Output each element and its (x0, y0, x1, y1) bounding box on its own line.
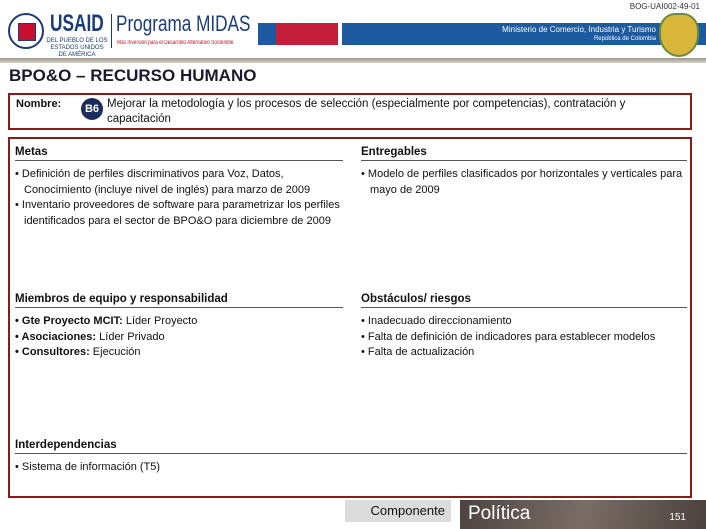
list-item: • Modelo de perfiles clasificados por horizontales y verticales para mayo de 2009 (361, 168, 683, 196)
obstaculos-heading: Obstáculos/ riesgos (361, 293, 687, 308)
entregables-heading: Entregables (361, 146, 687, 161)
list-item: • Inadecuado direccionamiento (361, 315, 512, 327)
programa-midas-logo: Programa MIDAS (116, 11, 251, 36)
member-role: • Asociaciones: (15, 330, 97, 343)
interdependencias-heading: Interdependencias (15, 439, 687, 454)
list-item: • Falta de definición de indicadores para establecer modelos (361, 330, 656, 343)
programa-subtitle: Más Inversión para el Desarrollo Alternativo Sostenible (117, 40, 234, 46)
nombre-text: Mejorar la metodología y los procesos de selección (especialmente por competencias), contratación y capacitación (107, 98, 626, 125)
country-name: República de Colombia (593, 36, 656, 42)
member-responsibility: Líder Privado (96, 330, 165, 343)
member-role: • Consultores: (15, 346, 90, 358)
usaid-subtitle: DEL PUEBLO DE LOS ESTADOS UNIDOS DE AMÉRICA (46, 38, 108, 58)
nombre-label: Nombre: (16, 98, 62, 110)
page-number: 151 (669, 512, 686, 523)
logo-divider (111, 14, 112, 48)
ministry-band (342, 23, 706, 45)
page-title: BPO&O – RECURSO HUMANO (9, 66, 257, 85)
footer-componente-label: Componente (345, 500, 451, 522)
document-code: BOG-UAI002-49-01 (629, 2, 700, 11)
member-responsibility: Líder Proyecto (122, 315, 198, 327)
member-responsibility: Ejecución (89, 346, 141, 358)
list-item: • Inventario proveedores de software para parametrizar los perfiles identificados para el sector de BPO&O para diciembre de 2009 (15, 199, 340, 227)
list-item: • Sistema de información (T5) (15, 461, 161, 473)
footer-politica-label: Política (468, 503, 531, 524)
footer-politica-band (460, 500, 706, 529)
colombia-coat-of-arms-icon (659, 13, 699, 57)
usaid-logo-text: USAID (50, 10, 104, 37)
header-rule (0, 58, 706, 63)
usaid-seal-logo (8, 13, 44, 49)
miembros-heading: Miembros de equipo y responsabilidad (15, 293, 343, 308)
metas-heading: Metas (15, 146, 343, 161)
interdependencias-section (15, 439, 687, 476)
project-badge: B6 (81, 98, 103, 120)
entregables-section (361, 146, 687, 198)
list-item (15, 330, 343, 346)
list-item: • Falta de actualización (361, 346, 475, 358)
list-item (15, 314, 343, 330)
list-item (15, 345, 343, 361)
ministry-name: Ministerio de Comercio, Industria y Turismo (502, 25, 656, 34)
red-band (276, 23, 338, 45)
member-role: • Gte Proyecto MCIT: (15, 315, 123, 327)
miembros-section (15, 293, 343, 361)
metas-section (15, 146, 343, 229)
obstaculos-section (361, 293, 687, 361)
list-item: • Definición de perfiles discriminativos para Voz, Datos, Conocimiento (incluye nivel de inglés) para marzo de 2009 (15, 168, 311, 196)
